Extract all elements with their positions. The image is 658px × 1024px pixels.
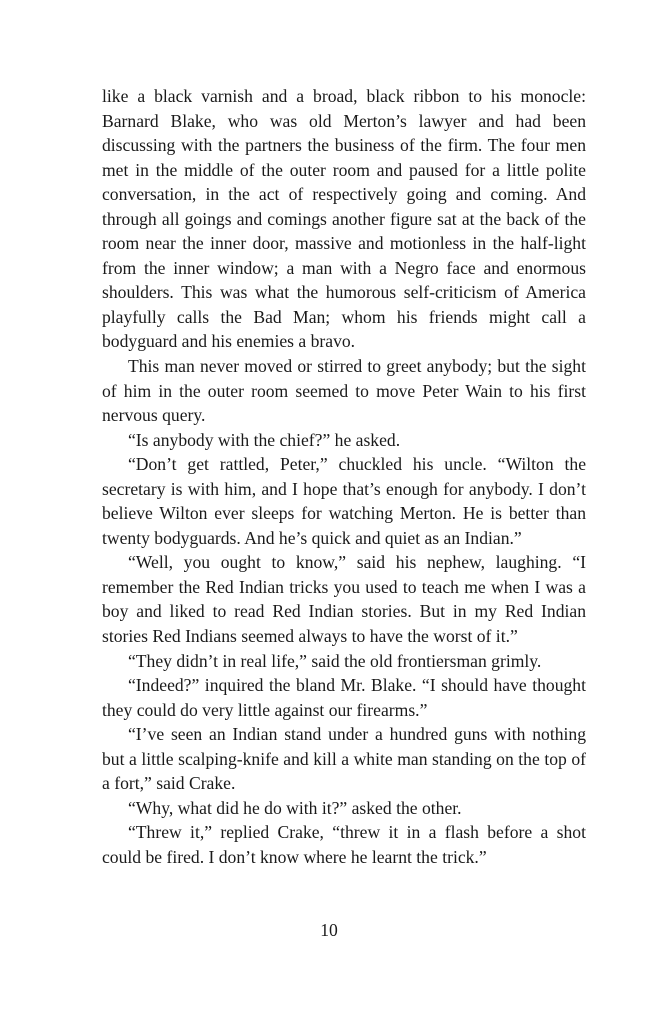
paragraph: “Don’t get rattled, Peter,” chuckled his uncle. “Wilton the secretary is with him, and I hope that’s enough for anybody. I don’t believe Wilton ever sleeps for watching Merton. He is better than twenty bodyguards. And he’s quick and quiet as an Indian.”	[102, 454, 586, 548]
page-number: 10	[320, 920, 338, 940]
body-text	[102, 84, 586, 870]
paragraph: “Threw it,” replied Crake, “threw it in a flash before a shot could be fired. I don’t know where he learnt the trick.”	[102, 822, 586, 867]
paragraph: “I’ve seen an Indian stand under a hundred guns with nothing but a little scalping-knife and kill a white man standing on the top of a fort,” said Crake.	[102, 724, 586, 794]
paragraph: “Well, you ought to know,” said his nephew, laughing. “I remember the Red Indian tricks you used to teach me when I was a boy and liked to read Red Indian stories. But in my Red Indian stories Red Indians seemed always to have the worst of it.”	[102, 552, 586, 647]
paragraph: “Indeed?” inquired the bland Mr. Blake. “I should have thought they could do very little against our firearms.”	[102, 675, 586, 720]
paragraph: This man never moved or stirred to greet anybody; but the sight of him in the outer room seemed to move Peter Wain to his first nervous query.	[102, 356, 586, 426]
paragraph: “They didn’t in real life,” said the old frontiersman grimly.	[128, 650, 542, 671]
paragraph: “Why, what did he do with it?” asked the other.	[128, 797, 462, 818]
paragraph: like a black varnish and a broad, black ribbon to his monocle: Barnard Blake, who was old Merton’s lawyer and had been discussing with the partners the business of the firm. The four men met in the middle of the outer room and paused for a little polite conversation, in the act of respectively going and coming. And through all goings and comings another figure sat at the back of the room near the inner door, massive and motionless in the half-light from the inner window; a man with a Negro face and enormous shoulders. This was what the humorous self-criticism of America playfully calls the Bad Man; whom his friends might call a bodyguard and his enemies a bravo.	[102, 86, 586, 352]
paragraph: “Is anybody with the chief?” he asked.	[128, 429, 401, 450]
